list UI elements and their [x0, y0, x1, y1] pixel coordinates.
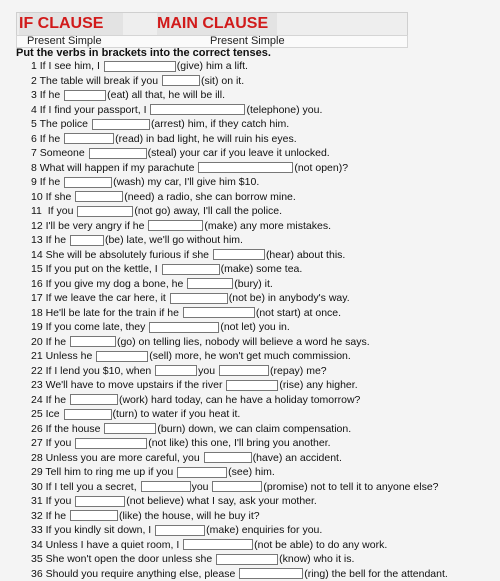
exercise-text: 17 If we leave the car here, it [31, 291, 169, 306]
answer-box[interactable] [148, 220, 203, 231]
exercise-text: (like) the house, will he buy it? [119, 509, 260, 524]
exercise-text: 25 Ice [31, 407, 63, 422]
exercise-text: 27 If you [31, 436, 74, 451]
answer-box[interactable] [96, 351, 148, 362]
exercise-text: (not be able) to do any work. [254, 538, 387, 553]
main-clause-tense: Present Simple [210, 35, 285, 47]
answer-box[interactable] [92, 119, 150, 130]
exercise-item [31, 59, 493, 74]
exercise-text: (need) a radio, she can borrow mine. [124, 190, 296, 205]
answer-box[interactable] [187, 278, 233, 289]
clause-header [16, 12, 408, 36]
exercise-text: 3 If he [31, 88, 63, 103]
exercise-text: (telephone) you. [246, 103, 322, 118]
exercise-text: (wash) my car, I'll give him $10. [113, 175, 259, 190]
exercise-text: you [198, 364, 218, 379]
answer-box[interactable] [170, 293, 228, 304]
answer-box[interactable] [64, 177, 112, 188]
answer-box[interactable] [75, 438, 147, 449]
exercise-text: 22 If I lend you $10, when [31, 364, 154, 379]
answer-box[interactable] [104, 61, 176, 72]
exercise-text: (give) him a lift. [177, 59, 248, 74]
exercise-text: 32 If he [31, 509, 69, 524]
answer-box[interactable] [183, 539, 253, 550]
answer-box[interactable] [162, 75, 200, 86]
answer-box[interactable] [75, 496, 125, 507]
exercise-text: 9 If he [31, 175, 63, 190]
exercise-text: (hear) about this. [266, 248, 345, 263]
exercise-text: 19 If you come late, they [31, 320, 148, 335]
answer-box[interactable] [75, 191, 123, 202]
answer-box[interactable] [89, 148, 147, 159]
exercise-text: 8 What will happen if my parachute [31, 161, 197, 176]
exercise-text: 16 If you give my dog a bone, he [31, 277, 186, 292]
exercise-text: (not go) away, I'll call the police. [134, 204, 282, 219]
if-clause-heading: IF CLAUSE [19, 13, 123, 35]
exercise-text: 21 Unless he [31, 349, 95, 364]
exercise-item [31, 204, 493, 219]
answer-box[interactable] [77, 206, 133, 217]
exercise-text: (not believe) what I say, ask your mother. [126, 494, 317, 509]
exercise-text: (see) him. [228, 465, 275, 480]
exercise-item [31, 219, 493, 234]
exercise-item [31, 393, 493, 408]
answer-box[interactable] [70, 394, 118, 405]
answer-box[interactable] [141, 481, 191, 492]
exercise-text: you [192, 480, 212, 495]
exercise-text: 14 She will be absolutely furious if she [31, 248, 212, 263]
exercise-item [31, 364, 493, 379]
exercise-item [31, 509, 493, 524]
exercise-text: 31 If you [31, 494, 74, 509]
exercise-text: (not open)? [294, 161, 348, 176]
answer-box[interactable] [104, 423, 156, 434]
answer-box[interactable] [64, 90, 106, 101]
exercise-text: 24 If he [31, 393, 69, 408]
exercise-text: 2 The table will break if you [31, 74, 161, 89]
exercise-item [31, 349, 493, 364]
exercise-text: 12 I'll be very angry if he [31, 219, 147, 234]
exercise-text: 36 Should you require anything else, please [31, 567, 238, 581]
answer-box[interactable] [204, 452, 252, 463]
exercise-text: 23 We'll have to move upstairs if the river [31, 378, 225, 393]
exercise-text: 33 If you kindly sit down, I [31, 523, 154, 538]
answer-box[interactable] [70, 235, 104, 246]
exercise-item [31, 132, 493, 147]
exercise-item [31, 335, 493, 350]
exercise-item [31, 117, 493, 132]
exercise-text: 1 If I see him, I [31, 59, 103, 74]
exercise-text: (have) an accident. [253, 451, 342, 466]
exercise-text: 26 If the house [31, 422, 103, 437]
exercise-item [31, 480, 493, 495]
answer-box[interactable] [177, 467, 227, 478]
exercise-item [31, 523, 493, 538]
answer-box[interactable] [64, 133, 114, 144]
exercise-text: (read) in bad light, he will ruin his eyes. [115, 132, 297, 147]
exercise-text: (bury) it. [234, 277, 273, 292]
exercise-item [31, 74, 493, 89]
exercise-item [31, 378, 493, 393]
exercise-text: (eat) all that, he will be ill. [107, 88, 225, 103]
exercise-text: 34 Unless I have a quiet room, I [31, 538, 182, 553]
exercise-item [31, 103, 493, 118]
exercise-text: (rise) any higher. [279, 378, 357, 393]
exercise-item [31, 552, 493, 567]
exercise-text: 15 If you put on the kettle, I [31, 262, 161, 277]
exercise-text: (sit) on it. [201, 74, 244, 89]
exercise-item [31, 306, 493, 321]
answer-box[interactable] [70, 336, 116, 347]
exercise-text: 20 If he [31, 335, 69, 350]
exercise-text: (make) enquiries for you. [206, 523, 322, 538]
exercise-text: (burn) down, we can claim compensation. [157, 422, 351, 437]
exercise-item [31, 190, 493, 205]
exercise-text: (repay) me? [270, 364, 327, 379]
exercise-text: (make) any more mistakes. [204, 219, 331, 234]
exercise-item [31, 146, 493, 161]
answer-box[interactable] [155, 525, 205, 536]
exercise-text: 5 The police [31, 117, 91, 132]
answer-box[interactable] [213, 249, 265, 260]
exercise-text: (be) late, we'll go without him. [105, 233, 243, 248]
exercise-text: (promise) not to tell it to anyone else? [263, 480, 438, 495]
exercise-item [31, 175, 493, 190]
answer-box[interactable] [150, 104, 245, 115]
exercise-item [31, 451, 493, 466]
exercise-text: (ring) the bell for the attendant. [304, 567, 448, 581]
exercise-text: 13 If he [31, 233, 69, 248]
answer-box[interactable] [149, 322, 219, 333]
answer-box[interactable] [216, 554, 278, 565]
answer-box[interactable] [70, 510, 118, 521]
if-clause-tense: Present Simple [27, 35, 102, 47]
exercise-item [31, 277, 493, 292]
exercise-item [31, 465, 493, 480]
exercise-text: (know) who it is. [279, 552, 354, 567]
answer-box[interactable] [198, 162, 293, 173]
exercise-list [31, 59, 493, 581]
exercise-text: (not like) this one, I'll bring you another. [148, 436, 330, 451]
exercise-text: (go) on telling lies, nobody will believe a word he says. [117, 335, 370, 350]
exercise-text: (sell) more, he won't get much commission. [149, 349, 351, 364]
exercise-item [31, 248, 493, 263]
exercise-text: (not start) at once. [256, 306, 341, 321]
exercise-item [31, 538, 493, 553]
exercise-text: (turn) to water if you heat it. [113, 407, 241, 422]
exercise-item [31, 161, 493, 176]
exercise-item [31, 407, 493, 422]
exercise-text: 7 Someone [31, 146, 88, 161]
exercise-text: (make) some tea. [221, 262, 303, 277]
exercise-item [31, 436, 493, 451]
exercise-item [31, 320, 493, 335]
answer-box[interactable] [162, 264, 220, 275]
exercise-text: 35 She won't open the door unless she [31, 552, 215, 567]
exercise-text: 6 If he [31, 132, 63, 147]
exercise-text: 28 Unless you are more careful, you [31, 451, 203, 466]
exercise-item [31, 567, 493, 581]
exercise-text: 18 He'll be late for the train if he [31, 306, 182, 321]
exercise-text: 11 If you [31, 204, 76, 219]
exercise-item [31, 88, 493, 103]
main-clause-heading: MAIN CLAUSE [157, 13, 277, 35]
exercise-item [31, 233, 493, 248]
answer-box[interactable] [219, 365, 269, 376]
exercise-item [31, 422, 493, 437]
exercise-text: 30 If I tell you a secret, [31, 480, 140, 495]
answer-box[interactable] [212, 481, 262, 492]
exercise-text: (not let) you in. [220, 320, 289, 335]
answer-box[interactable] [64, 409, 112, 420]
instruction: Put the verbs in brackets into the correct tenses. [16, 47, 271, 59]
exercise-text: (steal) your car if you leave it unlocked. [148, 146, 330, 161]
answer-box[interactable] [183, 307, 255, 318]
exercise-text: 4 If I find your passport, I [31, 103, 149, 118]
answer-box[interactable] [155, 365, 197, 376]
exercise-text: 10 If she [31, 190, 74, 205]
exercise-item [31, 494, 493, 509]
exercise-item [31, 291, 493, 306]
exercise-item [31, 262, 493, 277]
exercise-text: (not be) in anybody's way. [229, 291, 350, 306]
exercise-text: (work) hard today, can he have a holiday tomorrow? [119, 393, 360, 408]
answer-box[interactable] [226, 380, 278, 391]
exercise-text: 29 Tell him to ring me up if you [31, 465, 176, 480]
exercise-text: (arrest) him, if they catch him. [151, 117, 289, 132]
